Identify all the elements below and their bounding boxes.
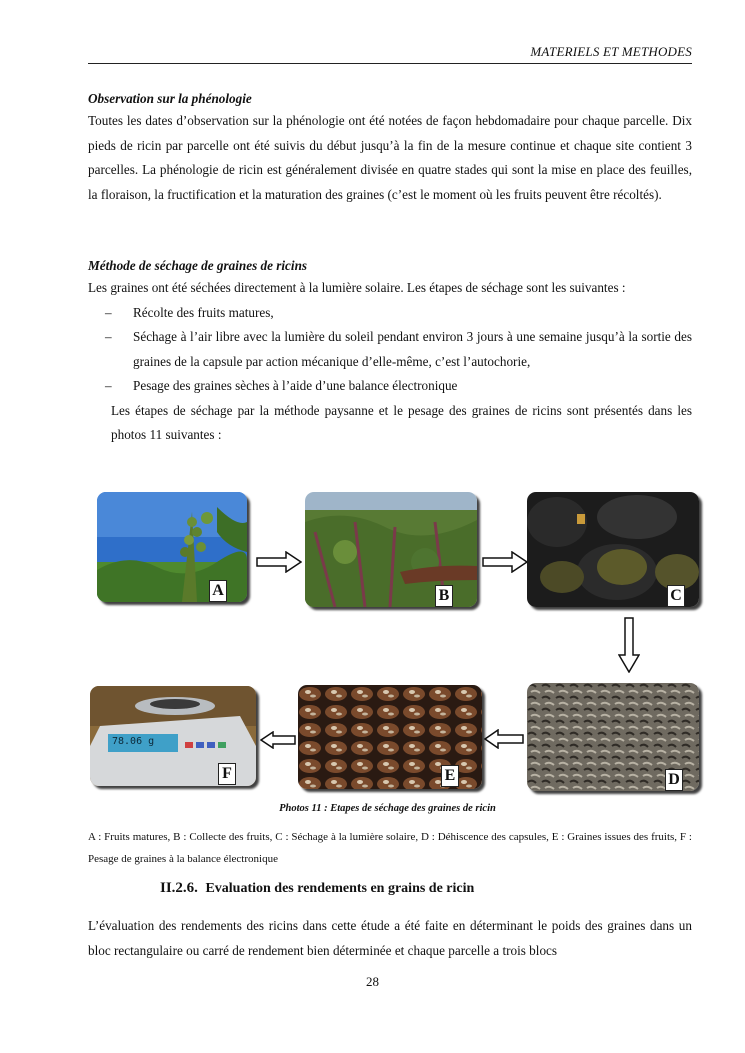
photo-label: A	[209, 580, 227, 602]
photo-e	[298, 685, 482, 789]
arrow-left-icon	[484, 729, 524, 749]
dash-bullet: –	[105, 329, 112, 344]
arrow-left-icon	[260, 731, 296, 749]
subsection-heading	[160, 880, 474, 897]
photo-d	[527, 683, 699, 791]
photo-label: E	[441, 765, 459, 787]
section-title: Observation sur la phénologie	[88, 91, 252, 106]
photo-a	[97, 492, 247, 602]
list-item: – Pesage des graines sèches à l’aide d’une balance électronique	[133, 374, 692, 399]
list-item: – Séchage à l’air libre avec la lumière du soleil pendant environ 3 jours à une semaine jusqu’à la sortie des graines de la capsule par action mécanique d’elle-même, c’est l’autochorie,	[133, 325, 692, 374]
page-number: 28	[366, 974, 379, 989]
paragraph: Toutes les dates d’observation sur la phénologie ont été notées de façon hebdomadaire pour chaque parcelle. Dix pieds de ricin par parcelle ont été suivis du début jusqu’à la fin de la mesure continue et chaque site contient 3 parcelles. La phénologie de ricin est généralement divisée en quatre stades qui sont la mise en place des feuilles, la floraison, la fructification et la maturation des graines (c’est le moment où les fruits peuvent être récoltés).	[88, 113, 692, 202]
photo-c	[527, 492, 699, 607]
photo-f	[90, 686, 256, 786]
photo-label: F	[218, 763, 236, 785]
arrow-right-icon	[256, 551, 302, 573]
arrow-down-icon	[618, 617, 640, 673]
bullet-list	[88, 301, 692, 399]
running-header: MATERIELS ET METHODES	[530, 44, 692, 59]
subsection-title: Evaluation des rendements en grains de ricin	[205, 881, 475, 896]
paragraph: L’évaluation des rendements des ricins dans cette étude a été faite en déterminant le poids des graines dans un bloc rectangulaire ou carré de rendement bien déterminée et chaque parcelle a trois blocs	[88, 918, 692, 958]
scale-display: 78.06 g	[112, 736, 155, 747]
photo-label: B	[435, 585, 453, 607]
arrow-right-icon	[482, 551, 528, 573]
figure-legend: A : Fruits matures, B : Collecte des fruits, C : Séchage à la lumière solaire, D : Déhiscence des capsules, E : Graines issues des fruits, F : Pesage de graines à la balance électronique	[88, 831, 692, 865]
photo-label: C	[667, 585, 685, 607]
section-phenologie	[88, 89, 692, 207]
figure-caption: Photos 11 : Etapes de séchage des graines de ricin	[279, 803, 496, 814]
paragraph: Les graines ont été séchées directement à la lumière solaire. Les étapes de séchage sont les suivantes :	[88, 280, 626, 295]
paragraph: Les étapes de séchage par la méthode paysanne et le pesage des graines de ricins sont présentés dans les photos 11 suivantes :	[111, 402, 692, 442]
header-rule	[88, 63, 692, 64]
list-item: – Récolte des fruits matures,	[133, 301, 692, 326]
dash-bullet: –	[105, 304, 112, 320]
photo-b	[305, 492, 477, 607]
section-title: Méthode de séchage de graines de ricins	[88, 258, 308, 273]
section-sechage	[88, 256, 692, 448]
photo-label: D	[665, 769, 683, 791]
dash-bullet: –	[105, 378, 112, 393]
section-rendements	[88, 914, 692, 963]
subsection-number: II.2.6.	[160, 880, 198, 896]
